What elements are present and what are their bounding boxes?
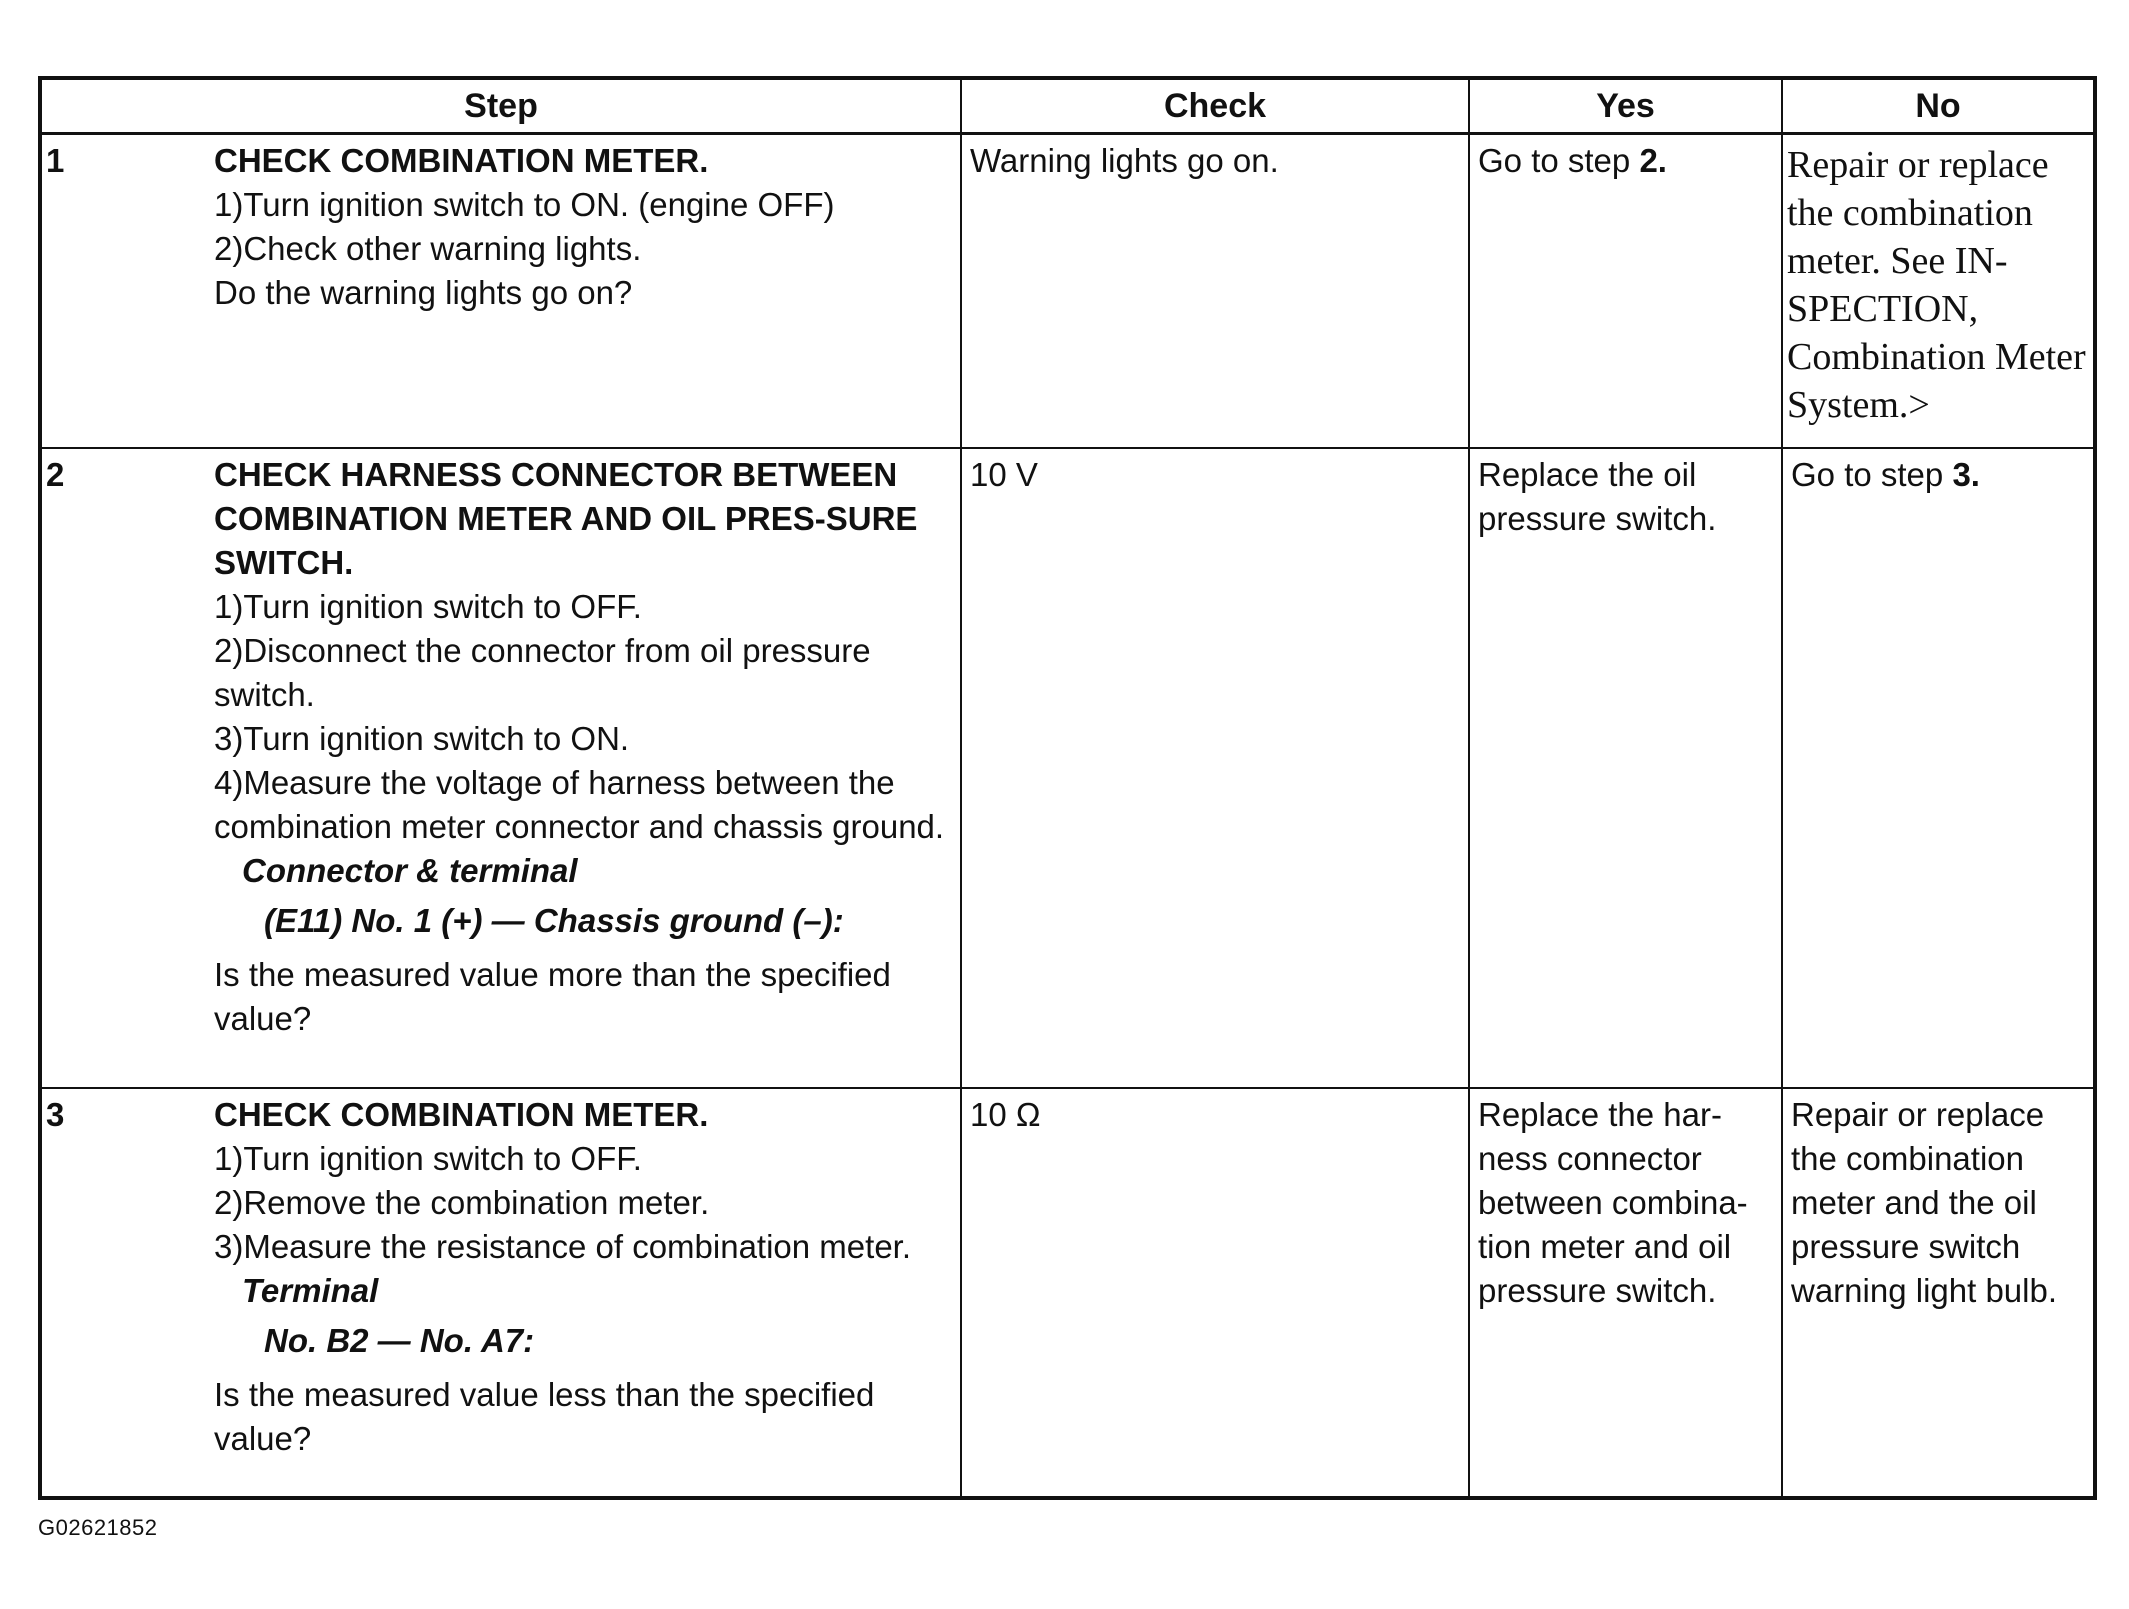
- spec-value: (E11) No. 1 (+) — Chassis ground (–):: [264, 901, 844, 939]
- figure-id: G02621852: [38, 1515, 158, 1540]
- yes-action: [1470, 139, 1781, 183]
- table-row: [40, 448, 2095, 1088]
- step-title: CHECK HARNESS CONNECTOR BETWEEN COMBINATION METER AND OIL PRES-SURE SWITCH.: [214, 455, 918, 581]
- spec-heading: Connector & terminal: [242, 851, 578, 889]
- step-question: Do the warning lights go on?: [214, 274, 633, 311]
- header-yes: Yes: [1469, 78, 1782, 134]
- check-cell: [961, 1088, 1469, 1498]
- step-question: Is the measured value less than the specified value?: [214, 1375, 875, 1457]
- step-cell: [40, 448, 961, 1088]
- table-row: [40, 134, 2095, 448]
- no-text: Go to step: [1791, 455, 1953, 493]
- yes-cell: [1469, 1088, 1782, 1498]
- step-instruction: 1)Turn ignition switch to OFF.: [214, 587, 642, 625]
- step-instruction: 1)Turn ignition switch to ON. (engine OFF): [214, 186, 835, 223]
- no-action: Repair or replace the combination meter. See IN-SPECTION, Combination Meter System.>: [1787, 144, 2086, 426]
- yes-cell: [1469, 134, 1782, 448]
- no-step-ref: 3.: [1952, 455, 1980, 493]
- no-cell: [1782, 448, 2095, 1088]
- step-instruction: 3)Measure the resistance of combination meter.: [214, 1227, 912, 1265]
- step-question: Is the measured value more than the specified value?: [214, 955, 891, 1037]
- check-value: 10 Ω: [970, 1095, 1041, 1133]
- step-cell: [40, 1088, 961, 1498]
- step-title: CHECK COMBINATION METER.: [214, 1095, 709, 1133]
- check-cell: [961, 448, 1469, 1088]
- no-action: [1783, 453, 2093, 497]
- check-value: Warning lights go on.: [970, 142, 1279, 179]
- header-step: Step: [40, 78, 961, 134]
- spec-value: No. B2 — No. A7:: [264, 1321, 535, 1359]
- header-no: No: [1782, 78, 2095, 134]
- step-instruction: 3)Turn ignition switch to ON.: [214, 719, 630, 757]
- step-number: 2: [46, 455, 65, 493]
- yes-step-ref: 2.: [1639, 142, 1667, 179]
- yes-action: Replace the oil pressure switch.: [1478, 455, 1717, 537]
- step-instruction: 2)Disconnect the connector from oil pressure switch.: [214, 631, 871, 713]
- yes-action: Replace the har-ness connector between combina-tion meter and oil pressure switch.: [1478, 1095, 1748, 1309]
- check-value: 10 V: [970, 455, 1038, 493]
- yes-text: Go to step: [1478, 142, 1640, 179]
- step-title: CHECK COMBINATION METER.: [214, 142, 709, 179]
- step-number: 3: [46, 1095, 65, 1133]
- spec-heading: Terminal: [242, 1271, 379, 1309]
- step-instruction: 2)Remove the combination meter.: [214, 1183, 710, 1221]
- diagnostic-table: [38, 76, 2097, 1500]
- check-cell: [961, 134, 1469, 448]
- step-instruction: 1)Turn ignition switch to OFF.: [214, 1139, 642, 1177]
- step-instruction: 2)Check other warning lights.: [214, 230, 642, 267]
- no-action: Repair or replace the combination meter and the oil pressure switch warning light bulb.: [1791, 1095, 2057, 1309]
- yes-cell: [1469, 448, 1782, 1088]
- step-number: 1: [46, 142, 65, 179]
- no-cell: [1782, 1088, 2095, 1498]
- step-cell: [40, 134, 961, 448]
- no-cell: [1782, 134, 2095, 448]
- header-check: Check: [961, 78, 1469, 134]
- table-row: [40, 1088, 2095, 1498]
- header-row: [40, 78, 2095, 134]
- step-instruction: 4)Measure the voltage of harness between the combination meter connector and chassis ground.: [214, 763, 945, 845]
